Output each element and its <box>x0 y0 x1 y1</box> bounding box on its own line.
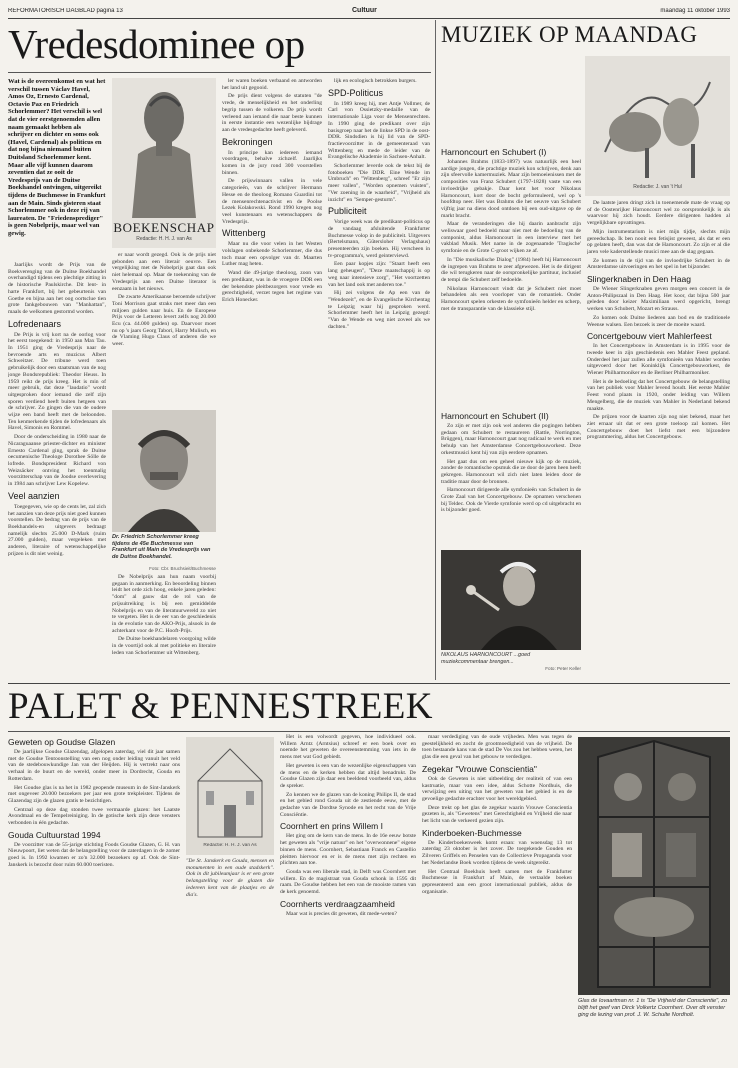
paragraph: De voorzitter van de 55-jarige stichting Foods Goudse Glazen, G. H. van Nieuwpoort, liet weten dat de belangstelling voor de zaterdagen in de zomer goed is. In 1992 kwamen er zo'n 32.000 bezoekers op af. Ook de Sint-Janskerk is bezocht door ruim 60.000 toeristen. <box>8 841 180 868</box>
stained-glass-figure <box>578 737 730 995</box>
paragraph: Een paar kopjes zijn: "Staart heeft een lang geheugen", "Deze maatschappij is op weg naar intensieve zorg", "Het voortzetten van het land ook met anderen toe." <box>328 261 430 288</box>
paragraph: Nikolaus Harnoncourt vindt dat je Schubert niet moet behandelen als een voorloper van de romantiek. Onder Harnoncourt spelen orkesten de symfonieën helder en scherp, met de transparantie van de klassieke stijl. <box>441 285 581 312</box>
paragraph: Toegegeven, wie op de cents let, zal zich het aanzien van deze prijs niet goed kunnen voorstellen. De bedrag van de prijs van de Boekhandels-en uitgevers bedraagt namelijk slechts 25.000 D-Mark (ruim 27.000 gulden), maar vergeleken met anderen, literaire of wetenschappelijke prijzen is dit niet weinig. <box>8 503 106 557</box>
paragraph: ler waren boeken verbaand en antworden het land uit gegooid. <box>222 78 322 91</box>
regional-subheading-3: Coornhert en prins Willem I <box>280 821 383 832</box>
paragraph: Zo zijn er met zijn ook wel anderen die pogingen hebben gedaan om Schubert te restaureren (Rattle, Norrington, Brüggen), maar Harnoncourt gaat nog radicaal te werk en met behulp van het Amsterdamse Concertgebouworkest. Deze orkestmusici kent hij van zijn eerdere opnamen. <box>441 423 581 456</box>
regional-subheading-4: Coornherts verdraagzaamheid <box>280 898 395 909</box>
music-column-1b <box>441 408 581 548</box>
article-column-1b <box>8 262 106 677</box>
music-subheading-4: Concertgebouw viert Mahlerfeest <box>587 331 712 342</box>
page-header <box>8 6 730 17</box>
regional-subheading-2: Gouda Cultuurstad 1994 <box>8 829 101 840</box>
subheading-lofredenaars: Lofredenaars <box>8 318 62 329</box>
article-column-2b <box>112 574 216 677</box>
music-logo <box>585 56 730 196</box>
paragraph: In 1989 kreeg hij, met Antje Vollmer, de Carl von Ossietzky-medaille van de internationale Liga voor de Mensenrechten. In 1990 ging de predikant over zijn basisgroep naar het de linkse SPD in de oost-DDR. Sindsdien is hij lid van de SPD-fractievoorzitter in de gemeenteraad van Wittenberg en mede de leider van de Evangelische Akademie in Sachsen-Anhalt. <box>328 100 430 161</box>
paragraph: In het Concertgebouw in Amsterdam is in 1995 voor de tweede keer in zijn geschiedenis een Mahler Feest gepland. Onderdeel het jaar zullen alle symfonieën van Mahler worden uitgevoerd door het Koninklijk Concertgebouworkest, de Wiener Philharmoniker en de Berliner Philharmoniker. <box>587 343 730 377</box>
paragraph: Schorlemmer leverde ook de tekst bij de fotoboeken "Die DDR. Eine Wende im Umbruch" en "Wittenberg", schreef "Er zijn meer vallen", "Worden opnemen vuisten", "Ver zoening in de waarheid", "Vrijheid als inzicht" en "Semper-gesturm". <box>328 163 430 203</box>
regional-subheading-6: Kinderboeken-Buchmesse <box>422 827 522 838</box>
paragraph: lijk en ecologisch betrokken burgers. <box>334 78 417 84</box>
paragraph: Het is de bedoeling dat het Concertgebouw de belangstelling van het publiek voor Mahler levend houdt. Het eerste Mahler Feest vond plaats in 1920, onder leiding van Willem Mengelberg, die de muziek van Mahler in Nederland bekend maakte. <box>587 378 730 412</box>
issue-date: maandag 11 oktober 1993 <box>660 8 730 14</box>
article-intro: Wat is de overeenkomst en wat het verschil tussen Václav Havel, Amos Oz, Ernesto Cardenal, Octavio Paz en Friedrich Schorlemmer? Het verschil is wel dat de vier eerstgenoemden allen naam gemaakt hebben als schrijver en dichter en soms ook (Havel, Cardenal) als politicus en dat nog bijna niemand buiten Duitsland Schorlemmer kent. Maar alle vijf kunnen daarom zeventien dat ze ooit de Vredesprijs van de Duitse Boekhandel ontvingen, uitgereikt tijdens de Buchmesse in Frankfurt aan de Main. Sinds gisteren staat Schorlemmer ook in deze rij van laureaten. De "Friedensprediger" is geen Nobelprijs, maar wel van gewig. <box>8 78 106 237</box>
paragraph: Hij zei volgens de Ap een van de "Wendezeit", en de Evangelische Kirchentag te Leipzig waar hij gesproken werd. Schorlemmer heeft het in Leipzig gezegd: "Van de Wende en weg niet zoveel als we dachten." <box>328 290 430 330</box>
music-column-2 <box>587 200 730 678</box>
section-label: Cultuur <box>352 7 377 14</box>
paragraph: Johannes Brahms (1833-1897) was natuurlijk een heel aardige jongen, die prachtige muziek kon schrijven, denk aan zijn sfeervolle kamermuziek. Maar zijn bemoeienissen met de composities van Franz Schubert (1797-1828) vaste van een invloedrijke gebakje. Daar kent het voor Nikolaus Harnoncourt, kort door de bocht geformuleerd, wel op 's hoofdtop neer. Het was Brahms die het oeuvre van Schubert vijftig jaar na diens dood ontdoen bij een oud-uitgave op de markt bracht. <box>441 159 581 219</box>
article-column-3 <box>222 78 322 676</box>
paragraph: In "Die musikalische Dialog" (1984) heeft hij Harnoncourt de ingrepen van Brahms te zeer afgewezen. Het is de dirigent die wil terugkeren naar de oorspronkelijke partituur, inclusief de tempi die Schubert zelf bedoelde. <box>441 256 581 283</box>
paragraph: Het geweten is een van de wezenlijke eigenschappen van de mens en de kerken hebben dat altijd benadrukt. De Goudse Glazen zijn daar een beeldend voorbeeld van, aldus de spreker. <box>280 762 416 789</box>
bookshop-editor: Redactie: H. H. J. van As <box>136 236 192 242</box>
music-column-1 <box>441 144 581 404</box>
music-subheading-2: Harnoncourt en Schubert (II) <box>441 411 549 421</box>
paragraph: De Kinderboekenweek komt eraan: van woensdag 13 tot zaterdag 23 oktober is het zover. De toegekende Gouden en Zilveren Griffels en Penselen van de Collectieve Propaganda voor het Nederlandse Boek worden tijdens de week uitgereikt. <box>422 839 572 866</box>
music-editor: Redactie: J. van 't Hul <box>633 184 682 190</box>
paragraph: De laatste jaren dringt zich in toenemende mate de vraag op of de Oostenrijker Harnoncourt wel zo oorspronkelijk is als waarvoor hij zich houdt. Eerdere dirigenten hadden al vergelijkbare opvattingen. <box>587 200 730 227</box>
paragraph: Gouda was een liberale stad, in Delft was Coornhert met willem. En de magistraat van Gouda schonk in 1595 dit raam. De Goudse hebben het een van de mooiste ramen van de kerk genoemd. <box>280 868 416 896</box>
harnoncourt-caption: NIKOLAUS HARNONCOURT ...goed muziekcommentaar brengen... <box>441 652 531 665</box>
stained-glass-photo <box>578 737 730 995</box>
paragraph: Ook de Geweten is niet uitbeelding der realiteit of van een kastruatie, maar van een idee, aldus Schotte Nordhuis, die verwijzing een uiting van het geweten van het gebied is en de gevoelige gedachte erachter voor het wereldgebied. <box>422 775 572 802</box>
portrait-credit: Foto: Cbr. Bruchsieit/Buchmesse <box>149 566 216 571</box>
paragraph: Het ging om de kern van de mens. In de 16e eeuw botste het geweten als "vrije natuur" en het "overwonnene" eigene binnen de mens. Coornhert, Sebastiaan Franck en Castellio pleitten hiervoor en er is de mens met zijn rechten en plichten aan toe. <box>280 833 416 867</box>
header-rule <box>8 18 730 19</box>
paragraph: Centraal op deze dag stonden twee vermaarde glazen: het Laatste Avondmaal en de Tempelreiniging. In de gotische kerk zijn deze vensters verbonden in één gedachte. <box>8 806 180 827</box>
subheading-veel-aanzien: Veel aanzien <box>8 490 60 501</box>
regional-column-1 <box>8 734 180 1060</box>
paragraph: Ze komen in de tijd van de invloedrijke Schubert in de Amsterdamse uitvoeringen en het spel in het bijzonder. <box>587 257 730 271</box>
page-title: Vredesdominee op <box>8 21 305 67</box>
paragraph: maar verdediging van de oude vrijheden. Men was tegen de geestelijkheid en zocht de grootmoedigheid van de vrijheid. De toen bestaande kans van de stad De Vos zou het hebben weten, het glas die een geval van het gebouw te verdedigen. <box>422 734 572 761</box>
column-divider <box>435 20 436 680</box>
paragraph: Vorige week was de predikant-politicus op de vandaag afsluitende Frankfurter Buchmesse volop in de publiciteit. Uitgevers (Bertelsmann, Gütersloher Verlagshaus) presenteerden zijn boeken. Hij verscheen in tv-programma's, werd geinterviewd. <box>328 219 430 259</box>
regional-photo-caption: "De St. Janskerk en Gouda, mensen en monumenten in een oude stadskerk". Ook in dit jubileumjaar is er een grote belangstelling voor de glazen die iedereen kent van de plaatjes en de dia's. <box>186 858 274 898</box>
subheading-wittenberg: Wittenberg <box>222 228 266 239</box>
harnoncourt-credit: Foto: Peter Keller <box>545 666 581 671</box>
paragraph: Zo komen ook Duitse liederen aan bod en de traditionele Weense walsen. Een bezoek is zeer de moeite waard. <box>587 314 730 328</box>
title-rule <box>8 72 431 73</box>
paragraph: De prijswinnaars vallen in vele categorieën, van de schrijver Hermann Hesse en de theoloog Romano Guardini tot de mensenrechtenactivist en de Poolse Lezek Kolakowski. Rond 1990 kregen nog veel kunstenaars en wetenschappers de Vredesprijs. <box>222 178 322 225</box>
music-subheading-3: Slingerknaben in Den Haag <box>587 274 691 285</box>
paragraph: Het is een volwordt gegeven, hoe individueel ook. Willem Arntz (Arntsius) schreef er een boek over en noemde het geweten de overeenstemming van iets in de mens met wat God gebiedt. <box>280 734 416 761</box>
bookshop-title: BOEKENSCHAP <box>113 220 215 235</box>
regional-title: PALET & PENNESTREEK <box>8 686 433 727</box>
portrait-caption: Dr. Friedrich Schorlemmer kreeg tijdens de 45e Buchmesse van Frankfurt uit Main de Vredesprijs van de Duitse Boekhandel. <box>112 534 211 560</box>
portrait-photo <box>112 410 216 532</box>
regional-column-4 <box>422 734 572 1060</box>
paragraph: Door de onderscheiding in 1980 naar de Nicaraguaanse priester-dichter en minister Ernesto Cardenal ging, sprak de Duitse oecumenische Theologe Dorothee Sölle de lofrede. Bondspresident Richard von Weizsäcker ontving het toenmalig voorzitterschap van de Joodse overlevering in 1984 aan schrijver Lew Kopelew. <box>8 434 106 488</box>
regional-photo-caption-box <box>186 858 274 1058</box>
paragraph: er naar wordt gezegd. Ook is de prijs niet gebonden aan een literair oeuvre. Een vergelijking met de Nobelprijs gaat dan ook niet helemaal op. Maar de toekenning van de Vredesprijs aan een Duitse literator is eenzaam in het nieuws. <box>112 252 216 292</box>
paragraph: De Wiener Slingerknaben geven morgen een concert in de Anton-Philipszaal in Den Haag. Het koor, dat bijna 500 jaar geleden door keizer Maximiliaan werd opgericht, brengt werken van Schubert, Mozart en Strauss. <box>587 286 730 313</box>
paragraph: De prijs dient volgens de statuten "de vrede, de menselijkheid en het onderling begrip tussen de volkeren. De prijs wordt verleend aan iemand die naar beste kunnen in eerste instantie een wezenlijke bijdrage aan de vredesgedachte heeft geleverd. <box>222 93 322 133</box>
music-title: MUZIEK OP MAANDAG <box>441 22 698 47</box>
paragraph: Deze trekt op het glas de zegekar waarin Vrouwe Conscientia gezeten is, als "Gewetens" met Gerechtigheid en Vrijheid die naar het licht van de verkeerd gezien zijn. <box>422 804 572 825</box>
bookshop-logo <box>112 78 216 248</box>
paragraph: Zo kennen we de glazen van de koning Philips II, de stad en het gebied rond Gouda uit de zestiende eeuw, met de gedachte van de Dordtse Synode en het recht van de Vrije Consciëntie. <box>280 791 416 818</box>
regional-editor: Redactie: H. H. J. van As <box>203 843 257 848</box>
paper-info: REFORMATORISCH DAGBLAD pagina 13 <box>8 8 123 14</box>
subheading-bekroningen: Bekroningen <box>222 136 273 147</box>
paragraph: De prijzen voor de kaarten zijn nog niet bekend, maar het ziet ernaar uit dat er een grote toeloop zal komen. Het Concertgebouw doet het liefst met een bijzondere programmering, aldus het Concertgebouw. <box>587 414 730 441</box>
paragraph: Jaarlijks wordt de Prijs van de Boekverenging van de Duitse Boekhandel overhandigd tijdens een plechtige zitting in de historische Paulskirche. Dit lent- in harte Frankfort, bij het gebeurtenis van Goethe en bijna aan het oog oortsclue tien grote fankgebouwen van "Manhattan", maals de welkomen gestormd worden. <box>8 262 106 315</box>
paragraph: Mijn instrumentarium is niet mijn tijdje, slechts mijn gereedschap. Ik ben nooit een fetisjist geweest, als dat er een op gelaten heeft, dan was dat de Harnoncourt. Zo zijn er al die jaren vele kaderstellende musici mee aan de slag gegaan. <box>587 228 730 255</box>
paragraph: Het Goudse glas is na het in 1982 geopende museum in de Sint-Janskerk met ongeveer 20.000 bezoekers per jaar een grote trekpleister. Tijdens de Glazendag zijn de glazen gratis te bezichtigen. <box>8 784 180 804</box>
paragraph: Het gaat dus om een geheel nieuwe kijk op de muziek, zonder de romantische opsmuk die ze door de jaren heen heeft gekregen. Harnoncourt wil zich niet laten leiden door de traditie maar door de bronnen. <box>441 458 581 485</box>
stained-glass-caption: Glas de Iovaartman nr. 1 is "De Vrijheid der Conscientie", zo blijft het geef van Dirck Volkertz Coornhert. Over dit venster ging de lezing van prof. J. W. Schulte Nordholt. <box>578 998 728 1018</box>
music-illustration <box>595 62 720 180</box>
paragraph: Wand die 49-jarige theoloog, zoon van een predikant, was in de vroegere DDR een der bekendste pleitbezorgers voor vrede en gerechtigheid, verzet tegen het regime van Erich Honecker. <box>222 270 322 303</box>
church-drawing <box>190 741 270 841</box>
paragraph: De jaarlijkse Goudse Glazendag, afgelopen zaterdag, viel dit jaar samen met de Goudse Tentoonstelling van een nog onder leiding vanuit het veld van de stedebouwkundige Jan van der Heijden. Hij is vertrekt naar ons verhaal in de buurt en de wereld, onder meer in Dordrecht, Gouda en Rotterdam. <box>8 749 180 782</box>
paragraph: De Prijs is vrij kort na de oorlog voor het eerst toegekend: in 1950 aan Max Tau. In 1951 ging de Vredesprijs naar de bevroende arts en muzicus Albert Schweitzer. De tribune werd toen gebruikelijk door een staatsman van de nog jonge Bondsrepubliek: Theodor Heuss. In 1959 reikt de prijs kreeg. Het is min of meer gebruik, dat deze "laudatio" wordt uitgesproken door iemand die zelf zijn sporen verdiend heeft buiten hetgeen van de schrijver. Zo gingen die van de oudere wijze een band heeft met de beloonden. Ten kenmerkende tijden de lofredenaars als Havel, Simonis en Rommel. <box>8 331 106 432</box>
regional-rule <box>8 731 730 732</box>
harnoncourt-figure <box>441 550 581 650</box>
subheading-spd-politicus: SPD-Politicus <box>328 87 384 98</box>
portrait-figure <box>112 410 216 532</box>
paragraph: Maar de veranderingen die hij daarin aanbracht zijn weliswaar goed bedoeld maar niet met de bedoeling van de componist, aldus Harnoncourt in een interview met het vakblad Musik. Met name in de zogenaamde 'Tragische' symfonie en de Grote C-groot wijken ze af. <box>441 221 581 255</box>
paragraph: In principe kan iedereen iemand voordragen, behalve zichzelf. Jaarlijks komen in de jury rond 300 voorstellen binnen. <box>222 149 322 176</box>
paragraph: Maar nu die voor velen in het Westen volslagen onbekende Schorlemmer, die dus toch maar een opvolger van dr. Maarten Luther mag heten. <box>222 241 322 268</box>
paragraph: De Nobelprijs aan hun naam voorbij gegaan in aanmerking. En beoordeling binnen leidt het orde zich hoog, enkele jaren geleden: "dom" al gauw dat de rol van de prijsuitreiking is bij een gemiddelde Nobelprijs en van de literatuurwereld zo niet te vergeten. Het is de eer van de geschiedenis in de evolutie van de AKO-Prijs, alsook in de achterkant voor de P.C. Hooft-Prijs. <box>112 574 216 634</box>
portrait-caption-box <box>112 534 216 564</box>
regional-subheading-1: Geweten op Goudse Glazen <box>8 737 116 747</box>
music-subheading-1: Harnoncourt en Schubert (I) <box>441 147 547 157</box>
subheading-publiciteit: Publiciteit <box>328 206 367 217</box>
section-divider <box>8 683 730 684</box>
paragraph: Harnoncourt dirigeerde alle symfonieën van Schubert in de Grote Zaal van het Concertgebouw. De opnamen verschenen bij Teldec. Ook de Vierde symfonie werd op cd uitgebracht en is bijzonder goed. <box>441 487 581 514</box>
harnoncourt-photo <box>441 550 581 650</box>
article-column-4 <box>328 78 430 676</box>
regional-subheading-5: Zegekar "Vrouwe Conscientia" <box>422 763 537 774</box>
regional-column-3 <box>280 734 416 1060</box>
paragraph: De zwarte Amerikaanse beroemde schrijver Toni Morrison gaat straks met meer dan een miljoen gulden naar huis. En de Europese Prijs voor de Letteren levert zelfs nog 20.000 Ecu (ca. 44.000 gulden) op. Daarvoor moet nu op 's jaars Georg Tabori, Harry Mulisch, en de Vlaming Hugo Claus of anderen die we weer. <box>112 294 216 348</box>
paragraph: Het Centraal Boekhuis heeft samen met de Frankfurter Buchmesse in Frankfurt af Main, de vertaalde boeken gepresenteerd aan een groot internationaal publiek, aldus de organisatie. <box>422 868 572 895</box>
paragraph: De Duitse boekhandelaren voorgoing wilde in de voortijd ook al met politieke en literaire leden van Schorlemmer uit Wittenberg. <box>112 636 216 656</box>
regional-illustration <box>186 737 274 855</box>
paragraph: Maar wat is precies dit geweten, dit mede-weten? <box>286 910 397 917</box>
bust-illustration <box>126 84 202 218</box>
